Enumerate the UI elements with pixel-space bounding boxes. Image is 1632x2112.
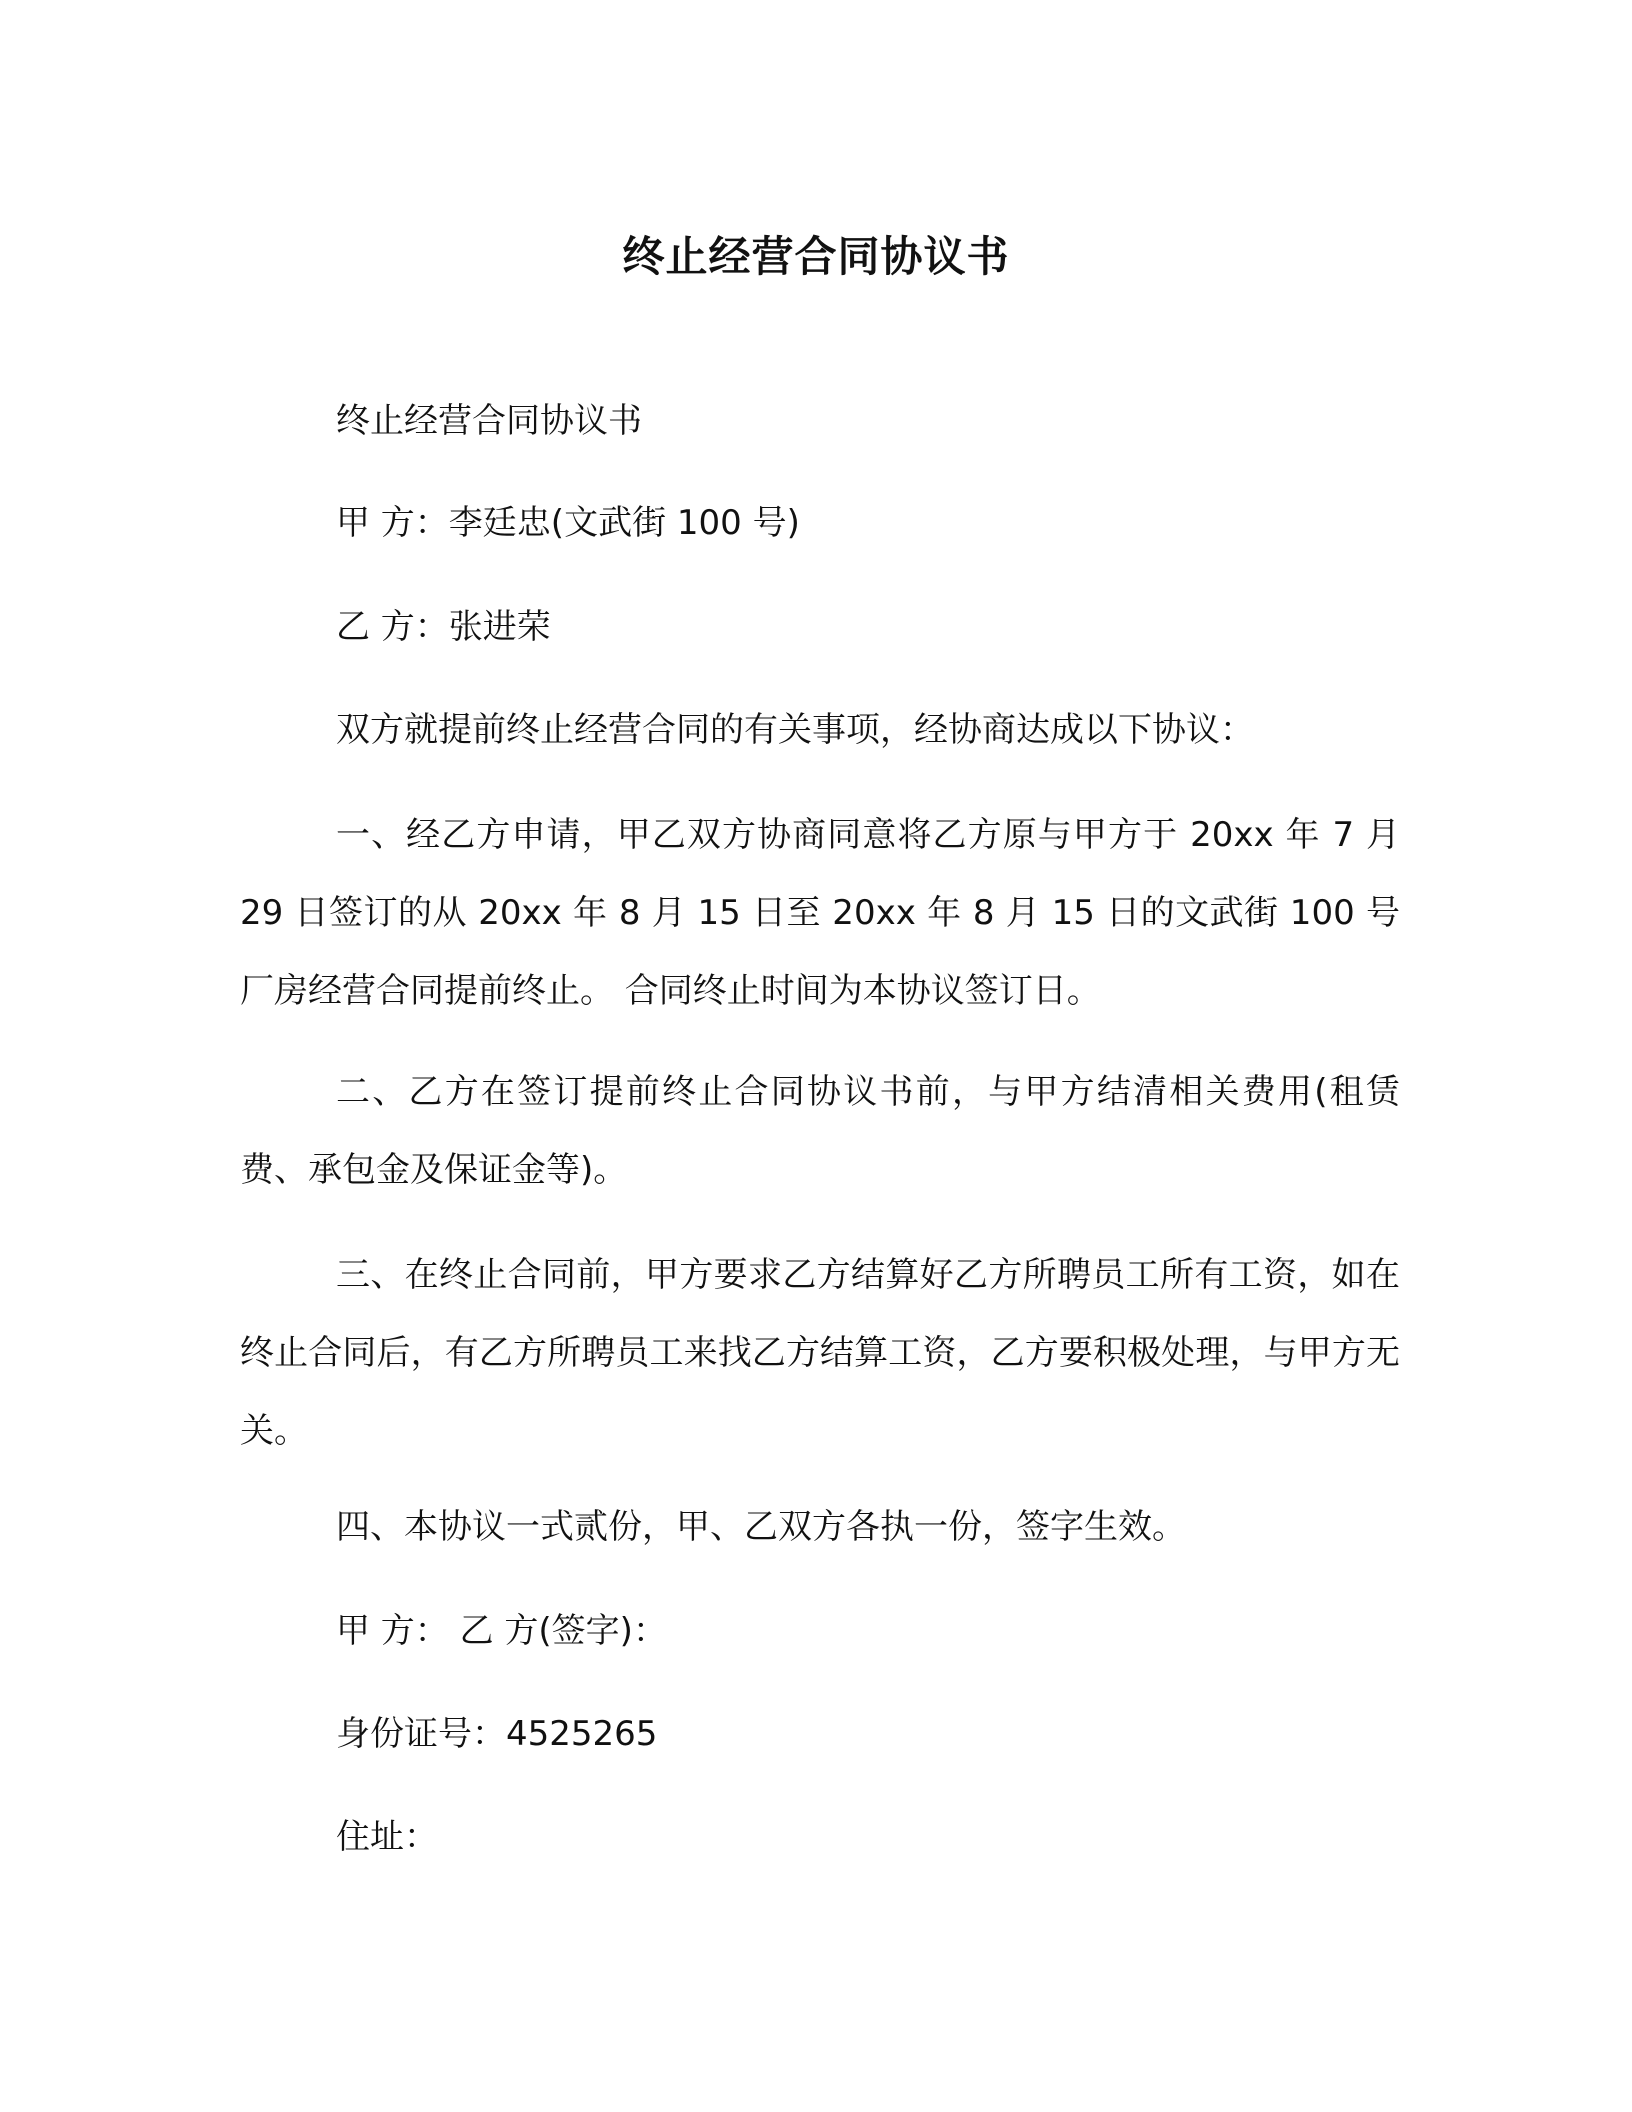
party-b-line: 乙 方：张进荣 xyxy=(336,607,551,647)
intro-paragraph: 双方就提前终止经营合同的有关事项，经协商达成以下协议： xyxy=(336,710,1254,750)
signature-line: 甲 方： 乙 方(签字)： xyxy=(336,1611,667,1651)
document-subtitle: 终止经营合同协议书 xyxy=(336,401,642,441)
clause-4-paragraph: 四、本协议一式贰份，甲、乙双方各执一份，签字生效。 xyxy=(336,1507,1186,1547)
clause-1-paragraph: 一、经乙方申请，甲乙双方协商同意将乙方原与甲方于 20xx 年 7 月 29 日签订的从 20xx 年 8 月 15 日至 20xx 年 8 月 15 日的文武街 100 号厂房经营合同提前终止。 合同终止时间为本协议签订日。 xyxy=(240,815,1400,1011)
clause-2-paragraph: 二、乙方在签订提前终止合同协议书前，与甲方结清相关费用(租赁费、承包金及保证金等)。 xyxy=(240,1072,1400,1190)
party-a-line: 甲 方：李廷忠(文武街 100 号) xyxy=(336,503,800,543)
id-number-line: 身份证号：4525265 xyxy=(336,1714,658,1754)
document-title: 终止经营合同协议书 xyxy=(622,232,1010,281)
clause-3-paragraph: 三、在终止合同前，甲方要求乙方结算好乙方所聘员工所有工资，如在终止合同后，有乙方所聘员工来找乙方结算工资，乙方要积极处理，与甲方无关。 xyxy=(240,1255,1400,1451)
address-line: 住址： xyxy=(336,1817,438,1857)
